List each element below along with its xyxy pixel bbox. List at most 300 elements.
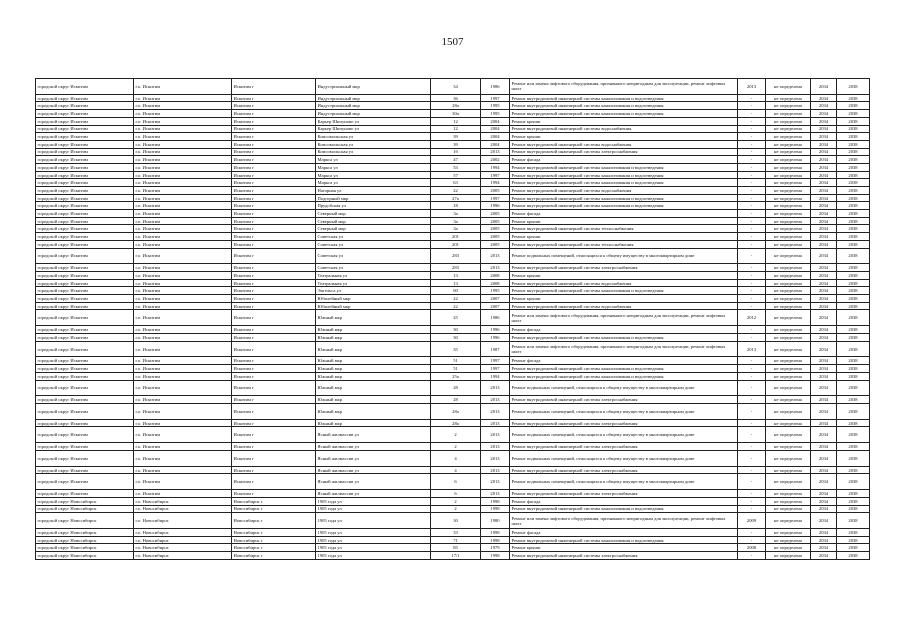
- table-row: [36, 125, 870, 133]
- end-year-cell: 2038: [837, 419, 870, 427]
- street-cell: Нагорная ул: [316, 187, 431, 195]
- end-year-cell: 2038: [837, 279, 870, 287]
- district-cell: городской округ Искитим: [36, 110, 134, 118]
- start-year-cell: 2034: [811, 148, 837, 156]
- work-type-cell: Ремонт внутридомовой инженерной системы теплоснабжения: [510, 240, 738, 248]
- cost-cell: не определена: [766, 102, 811, 110]
- end-year-cell: 2038: [837, 443, 870, 451]
- table-body: [36, 79, 870, 560]
- street-cell: Ясный жилмассив ул: [316, 450, 431, 466]
- street-cell: Южный мкр: [316, 326, 431, 334]
- locality-cell: Искитим г: [232, 79, 316, 95]
- district-cell: городской округ Искитим: [36, 450, 134, 466]
- street-cell: Комсомольская ул: [316, 133, 431, 141]
- district-cell: городской округ Искитим: [36, 287, 134, 295]
- cost-cell: не определена: [766, 187, 811, 195]
- district-cell: городской округ Новосибирск: [36, 513, 134, 529]
- district-cell: городской округ Искитим: [36, 272, 134, 280]
- last-repair-cell: -: [738, 110, 766, 118]
- start-year-cell: 2034: [811, 272, 837, 280]
- house-cell: 39: [431, 140, 481, 148]
- end-year-cell: 2038: [837, 133, 870, 141]
- table-row: [36, 513, 870, 529]
- locality-cell: Искитим г: [232, 279, 316, 287]
- street-cell: Северный мкр: [316, 225, 431, 233]
- house-cell: 27а: [431, 194, 481, 202]
- street-cell: Маркса ул: [316, 156, 431, 164]
- end-year-cell: 2038: [837, 341, 870, 357]
- locality-cell: Искитим г: [232, 240, 316, 248]
- locality-cell: Искитим г: [232, 403, 316, 419]
- build-year-cell: 2013: [481, 396, 510, 404]
- work-type-cell: Ремонт внутридомовой инженерной системы канализования и водоотведения: [510, 287, 738, 295]
- end-year-cell: 2038: [837, 110, 870, 118]
- street-cell: Южный мкр: [316, 310, 431, 326]
- street-cell: Театральная ул: [316, 279, 431, 287]
- locality-cell: Новосибирск г: [232, 552, 316, 560]
- table-row: [36, 505, 870, 513]
- page-number: 1507: [441, 36, 464, 48]
- last-repair-cell: -: [738, 217, 766, 225]
- street-cell: Северный мкр: [316, 217, 431, 225]
- start-year-cell: 2034: [811, 202, 837, 210]
- cost-cell: не определена: [766, 287, 811, 295]
- street-cell: Южный мкр: [316, 380, 431, 396]
- start-year-cell: 2034: [811, 326, 837, 334]
- build-year-cell: 2013: [481, 466, 510, 474]
- locality-cell: Искитим г: [232, 466, 316, 474]
- start-year-cell: 2034: [811, 102, 837, 110]
- build-year-cell: 2013: [481, 148, 510, 156]
- last-repair-cell: -: [738, 497, 766, 505]
- street-cell: Южный мкр: [316, 372, 431, 380]
- cost-cell: не определена: [766, 341, 811, 357]
- cost-cell: не определена: [766, 202, 811, 210]
- table-row: [36, 380, 870, 396]
- build-year-cell: 1996: [481, 333, 510, 341]
- house-cell: 51: [431, 365, 481, 373]
- work-type-cell: Ремонт подвальных помещений, относящихся к общему имуществу в многоквартирном доме: [510, 474, 738, 490]
- last-repair-cell: -: [738, 403, 766, 419]
- start-year-cell: 2034: [811, 310, 837, 326]
- end-year-cell: 2038: [837, 536, 870, 544]
- table-row: [36, 217, 870, 225]
- street-cell: Южный мкр: [316, 419, 431, 427]
- cost-cell: не определена: [766, 163, 811, 171]
- house-cell: 28а: [431, 419, 481, 427]
- municipality-cell: г.о. Искитим: [134, 194, 232, 202]
- build-year-cell: 2013: [481, 474, 510, 490]
- table-row: [36, 117, 870, 125]
- end-year-cell: 2038: [837, 552, 870, 560]
- table-row: [36, 529, 870, 537]
- locality-cell: Искитим г: [232, 210, 316, 218]
- last-repair-cell: -: [738, 202, 766, 210]
- last-repair-cell: -: [738, 102, 766, 110]
- cost-cell: не определена: [766, 94, 811, 102]
- work-type-cell: Ремонт подвальных помещений, относящихся к общему имуществу в многоквартирном доме: [510, 450, 738, 466]
- end-year-cell: 2038: [837, 187, 870, 195]
- start-year-cell: 2034: [811, 365, 837, 373]
- work-type-cell: Ремонт внутридомовой инженерной системы канализования и водоотведения: [510, 333, 738, 341]
- municipality-cell: г.о. Искитим: [134, 202, 232, 210]
- table-row: [36, 156, 870, 164]
- locality-cell: Искитим г: [232, 474, 316, 490]
- build-year-cell: 1998: [481, 497, 510, 505]
- locality-cell: Искитим г: [232, 295, 316, 303]
- cost-cell: не определена: [766, 333, 811, 341]
- last-repair-cell: -: [738, 302, 766, 310]
- last-repair-cell: -: [738, 326, 766, 334]
- cost-cell: не определена: [766, 474, 811, 490]
- locality-cell: Новосибирск г: [232, 536, 316, 544]
- district-cell: городской округ Новосибирск: [36, 497, 134, 505]
- work-type-cell: Ремонт внутридомовой инженерной системы электроснабжения: [510, 264, 738, 272]
- end-year-cell: 2038: [837, 171, 870, 179]
- house-cell: 6: [431, 490, 481, 498]
- cost-cell: не определена: [766, 79, 811, 95]
- work-type-cell: Ремонт внутридомовой инженерной системы канализования и водоотведения: [510, 372, 738, 380]
- district-cell: городской округ Искитим: [36, 490, 134, 498]
- house-cell: 47: [431, 156, 481, 164]
- last-repair-cell: -: [738, 133, 766, 141]
- table-row: [36, 179, 870, 187]
- work-type-cell: Ремонт крыши: [510, 117, 738, 125]
- work-type-cell: Ремонт внутридомовой инженерной системы канализования и водоотведения: [510, 536, 738, 544]
- start-year-cell: 2034: [811, 490, 837, 498]
- district-cell: городской округ Искитим: [36, 163, 134, 171]
- build-year-cell: 1995: [481, 102, 510, 110]
- cost-cell: не определена: [766, 210, 811, 218]
- cost-cell: не определена: [766, 272, 811, 280]
- build-year-cell: 2013: [481, 248, 510, 264]
- work-type-cell: Ремонт внутридомовой инженерной системы водоснабжения: [510, 125, 738, 133]
- cost-cell: не определена: [766, 110, 811, 118]
- table-row: [36, 365, 870, 373]
- build-year-cell: 1995: [481, 110, 510, 118]
- work-type-cell: Ремонт внутридомовой инженерной системы водоснабжения: [510, 187, 738, 195]
- street-cell: Комсомольская ул: [316, 140, 431, 148]
- cost-cell: не определена: [766, 148, 811, 156]
- locality-cell: Искитим г: [232, 148, 316, 156]
- start-year-cell: 2034: [811, 79, 837, 95]
- municipality-cell: г.о. Искитим: [134, 357, 232, 365]
- house-cell: 28а: [431, 403, 481, 419]
- cost-cell: не определена: [766, 396, 811, 404]
- district-cell: городской округ Искитим: [36, 133, 134, 141]
- last-repair-cell: -: [738, 163, 766, 171]
- last-repair-cell: -: [738, 148, 766, 156]
- district-cell: городской округ Искитим: [36, 94, 134, 102]
- table-row: [36, 295, 870, 303]
- table-row: [36, 133, 870, 141]
- locality-cell: Новосибирск г: [232, 513, 316, 529]
- municipality-cell: г.о. Искитим: [134, 295, 232, 303]
- start-year-cell: 2034: [811, 466, 837, 474]
- start-year-cell: 2034: [811, 110, 837, 118]
- end-year-cell: 2038: [837, 217, 870, 225]
- house-cell: 22: [431, 187, 481, 195]
- street-cell: Южный мкр: [316, 403, 431, 419]
- house-cell: 60: [431, 287, 481, 295]
- build-year-cell: 1994: [481, 179, 510, 187]
- end-year-cell: 2038: [837, 210, 870, 218]
- municipality-cell: г.о. Искитим: [134, 365, 232, 373]
- cost-cell: не определена: [766, 310, 811, 326]
- end-year-cell: 2038: [837, 380, 870, 396]
- table-row: [36, 110, 870, 118]
- district-cell: городской округ Искитим: [36, 140, 134, 148]
- house-cell: 3а: [431, 210, 481, 218]
- municipality-cell: г.о. Искитим: [134, 310, 232, 326]
- street-cell: Южный мкр: [316, 333, 431, 341]
- end-year-cell: 2038: [837, 179, 870, 187]
- end-year-cell: 2038: [837, 117, 870, 125]
- end-year-cell: 2038: [837, 450, 870, 466]
- locality-cell: Искитим г: [232, 443, 316, 451]
- municipality-cell: г.о. Искитим: [134, 163, 232, 171]
- district-cell: городской округ Искитим: [36, 396, 134, 404]
- locality-cell: Искитим г: [232, 396, 316, 404]
- municipality-cell: г.о. Искитим: [134, 133, 232, 141]
- house-cell: 283: [431, 264, 481, 272]
- district-cell: городской округ Искитим: [36, 443, 134, 451]
- build-year-cell: 1996: [481, 326, 510, 334]
- work-type-cell: Ремонт внутридомовой инженерной системы электроснабжения: [510, 419, 738, 427]
- locality-cell: Искитим г: [232, 202, 316, 210]
- municipality-cell: г.о. Искитим: [134, 490, 232, 498]
- build-year-cell: 1997: [481, 365, 510, 373]
- work-type-cell: Ремонт внутридомовой инженерной системы электроснабжения: [510, 466, 738, 474]
- municipality-cell: г.о. Новосибирск: [134, 544, 232, 552]
- start-year-cell: 2034: [811, 357, 837, 365]
- build-year-cell: 1994: [481, 163, 510, 171]
- street-cell: Комсомольская ул: [316, 148, 431, 156]
- build-year-cell: 2013: [481, 450, 510, 466]
- cost-cell: не определена: [766, 279, 811, 287]
- last-repair-cell: -: [738, 187, 766, 195]
- last-repair-cell: -: [738, 210, 766, 218]
- table-row: [36, 474, 870, 490]
- build-year-cell: 2005: [481, 225, 510, 233]
- table-row: [36, 357, 870, 365]
- municipality-cell: г.о. Искитим: [134, 179, 232, 187]
- street-cell: 1905 года ул: [316, 529, 431, 537]
- end-year-cell: 2038: [837, 125, 870, 133]
- start-year-cell: 2034: [811, 94, 837, 102]
- last-repair-cell: -: [738, 396, 766, 404]
- build-year-cell: 2013: [481, 443, 510, 451]
- house-cell: 63: [431, 179, 481, 187]
- start-year-cell: 2034: [811, 513, 837, 529]
- cost-cell: не определена: [766, 450, 811, 466]
- start-year-cell: 2034: [811, 372, 837, 380]
- municipality-cell: г.о. Искитим: [134, 333, 232, 341]
- end-year-cell: 2038: [837, 505, 870, 513]
- start-year-cell: 2034: [811, 156, 837, 164]
- end-year-cell: 2038: [837, 148, 870, 156]
- build-year-cell: 1994: [481, 372, 510, 380]
- work-type-cell: Ремонт фасада: [510, 210, 738, 218]
- house-cell: 34: [431, 79, 481, 95]
- house-cell: 57: [431, 171, 481, 179]
- cost-cell: не определена: [766, 513, 811, 529]
- work-type-cell: Ремонт внутридомовой инженерной системы канализования и водоотведения: [510, 94, 738, 102]
- cost-cell: не определена: [766, 529, 811, 537]
- house-cell: 25а: [431, 372, 481, 380]
- work-type-cell: Ремонт внутридомовой инженерной системы канализования и водоотведения: [510, 110, 738, 118]
- locality-cell: Искитим г: [232, 302, 316, 310]
- end-year-cell: 2038: [837, 248, 870, 264]
- last-repair-cell: -: [738, 450, 766, 466]
- street-cell: Индустриальный мкр: [316, 94, 431, 102]
- district-cell: городской округ Искитим: [36, 333, 134, 341]
- district-cell: городской округ Искитим: [36, 341, 134, 357]
- start-year-cell: 2034: [811, 427, 837, 443]
- table-row: [36, 552, 870, 560]
- table-row: [36, 310, 870, 326]
- build-year-cell: 2007: [481, 302, 510, 310]
- build-year-cell: 1997: [481, 94, 510, 102]
- house-cell: 3а: [431, 225, 481, 233]
- municipality-cell: г.о. Искитим: [134, 380, 232, 396]
- work-type-cell: Ремонт фасада: [510, 497, 738, 505]
- cost-cell: не определена: [766, 248, 811, 264]
- end-year-cell: 2038: [837, 396, 870, 404]
- build-year-cell: 1986: [481, 79, 510, 95]
- build-year-cell: 2008: [481, 279, 510, 287]
- last-repair-cell: -: [738, 552, 766, 560]
- end-year-cell: 2038: [837, 240, 870, 248]
- district-cell: городской округ Искитим: [36, 310, 134, 326]
- last-repair-cell: -: [738, 233, 766, 241]
- work-type-cell: Ремонт крыши: [510, 272, 738, 280]
- municipality-cell: г.о. Искитим: [134, 279, 232, 287]
- street-cell: Советская ул: [316, 233, 431, 241]
- start-year-cell: 2034: [811, 302, 837, 310]
- last-repair-cell: -: [738, 225, 766, 233]
- end-year-cell: 2038: [837, 326, 870, 334]
- street-cell: Южный мкр: [316, 365, 431, 373]
- locality-cell: Искитим г: [232, 357, 316, 365]
- cost-cell: не определена: [766, 264, 811, 272]
- municipality-cell: г.о. Искитим: [134, 240, 232, 248]
- locality-cell: Искитим г: [232, 110, 316, 118]
- work-type-cell: Ремонт внутридомовой инженерной системы теплоснабжения: [510, 225, 738, 233]
- cost-cell: не определена: [766, 156, 811, 164]
- locality-cell: Искитим г: [232, 310, 316, 326]
- municipality-cell: г.о. Искитим: [134, 217, 232, 225]
- table-row: [36, 248, 870, 264]
- locality-cell: Искитим г: [232, 419, 316, 427]
- cost-cell: не определена: [766, 536, 811, 544]
- street-cell: Маркса ул: [316, 163, 431, 171]
- house-cell: 17/1: [431, 552, 481, 560]
- start-year-cell: 2034: [811, 505, 837, 513]
- locality-cell: Искитим г: [232, 380, 316, 396]
- house-cell: 18: [431, 202, 481, 210]
- table-row: [36, 264, 870, 272]
- street-cell: Ясный жилмассив ул: [316, 466, 431, 474]
- start-year-cell: 2034: [811, 450, 837, 466]
- locality-cell: Искитим г: [232, 233, 316, 241]
- end-year-cell: 2038: [837, 163, 870, 171]
- build-year-cell: 2007: [481, 295, 510, 303]
- start-year-cell: 2034: [811, 210, 837, 218]
- locality-cell: Искитим г: [232, 365, 316, 373]
- table-row: [36, 287, 870, 295]
- house-cell: 85: [431, 544, 481, 552]
- locality-cell: Искитим г: [232, 179, 316, 187]
- work-type-cell: Ремонт фасада: [510, 326, 738, 334]
- municipality-cell: г.о. Искитим: [134, 210, 232, 218]
- district-cell: городской округ Искитим: [36, 125, 134, 133]
- last-repair-cell: -: [738, 372, 766, 380]
- last-repair-cell: -: [738, 171, 766, 179]
- house-cell: 283: [431, 248, 481, 264]
- district-cell: городской округ Искитим: [36, 117, 134, 125]
- street-cell: Индустриальный мкр: [316, 110, 431, 118]
- municipality-cell: г.о. Новосибирск: [134, 552, 232, 560]
- last-repair-cell: -: [738, 365, 766, 373]
- locality-cell: Искитим г: [232, 171, 316, 179]
- municipality-cell: г.о. Искитим: [134, 302, 232, 310]
- municipality-cell: г.о. Искитим: [134, 117, 232, 125]
- start-year-cell: 2034: [811, 529, 837, 537]
- locality-cell: Искитим г: [232, 450, 316, 466]
- locality-cell: Искитим г: [232, 272, 316, 280]
- last-repair-cell: -: [738, 505, 766, 513]
- end-year-cell: 2038: [837, 474, 870, 490]
- end-year-cell: 2038: [837, 310, 870, 326]
- municipality-cell: г.о. Искитим: [134, 443, 232, 451]
- build-year-cell: 2013: [481, 403, 510, 419]
- table-row: [36, 302, 870, 310]
- build-year-cell: 1986: [481, 310, 510, 326]
- start-year-cell: 2034: [811, 474, 837, 490]
- table-row: [36, 94, 870, 102]
- build-year-cell: 2004: [481, 140, 510, 148]
- start-year-cell: 2034: [811, 287, 837, 295]
- work-type-cell: Ремонт или замена лифтового оборудования, признанного непригодным для эксплуатации, ремонт лифтовых шахт: [510, 513, 738, 529]
- district-cell: городской округ Искитим: [36, 365, 134, 373]
- work-type-cell: Ремонт внутридомовой инженерной системы электроснабжения: [510, 148, 738, 156]
- start-year-cell: 2034: [811, 380, 837, 396]
- street-cell: Театральная ул: [316, 272, 431, 280]
- house-cell: 4: [431, 450, 481, 466]
- build-year-cell: 1998: [481, 529, 510, 537]
- street-cell: Подгорный мкр: [316, 194, 431, 202]
- locality-cell: Искитим г: [232, 427, 316, 443]
- street-cell: Энгельса ул: [316, 287, 431, 295]
- house-cell: 201: [431, 233, 481, 241]
- district-cell: городской округ Новосибирск: [36, 529, 134, 537]
- locality-cell: Искитим г: [232, 117, 316, 125]
- street-cell: Индустриальный мкр: [316, 102, 431, 110]
- municipality-cell: г.о. Искитим: [134, 403, 232, 419]
- street-cell: 1905 года ул: [316, 552, 431, 560]
- district-cell: городской округ Искитим: [36, 179, 134, 187]
- table-row: [36, 79, 870, 95]
- work-type-cell: Ремонт внутридомовой инженерной системы электроснабжения: [510, 552, 738, 560]
- last-repair-cell: -: [738, 94, 766, 102]
- cost-cell: не определена: [766, 326, 811, 334]
- municipality-cell: г.о. Искитим: [134, 287, 232, 295]
- build-year-cell: 2005: [481, 233, 510, 241]
- end-year-cell: 2038: [837, 225, 870, 233]
- house-cell: 30а: [431, 110, 481, 118]
- house-cell: 3а: [431, 217, 481, 225]
